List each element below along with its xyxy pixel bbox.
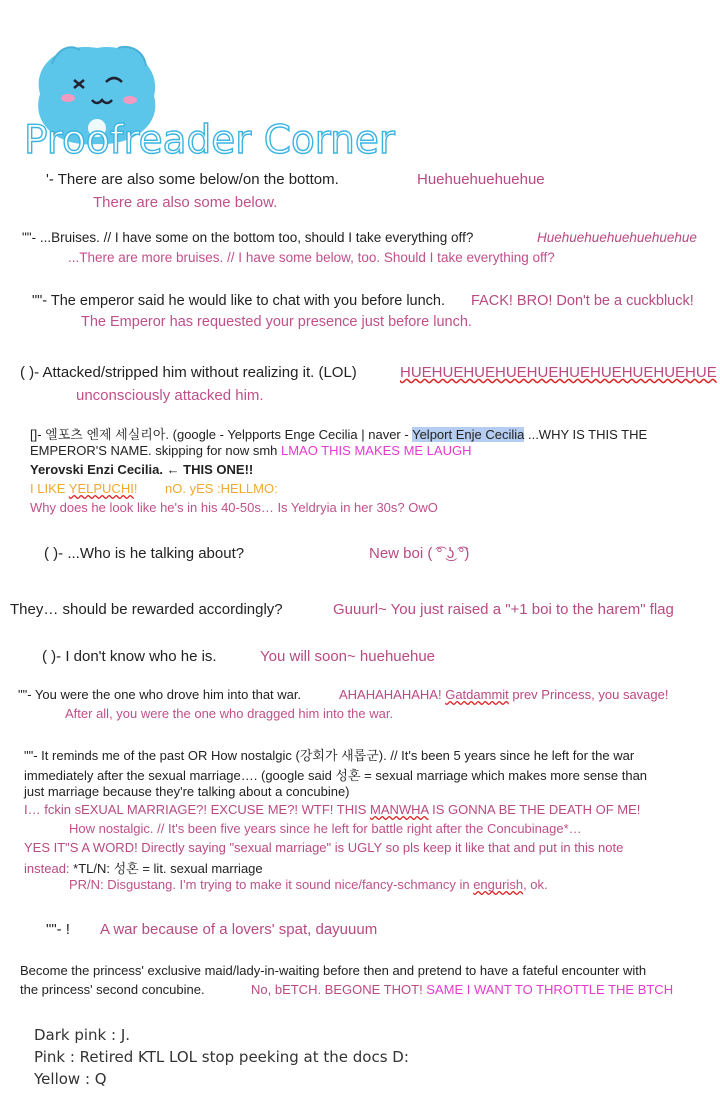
entry-5-line-1 — [30, 424, 647, 443]
entry-10-line-7-b: *TL/N: 성혼 = lit. sexual marriage — [73, 861, 263, 876]
entry-11-comment: A war because of a lovers' spat, dayuuum — [100, 921, 378, 938]
entry-5-line-2-b: LMAO THIS MAKES ME LAUGH — [281, 443, 472, 458]
entry-5-line-2-a: EMPEROR'S NAME. skipping for now smh — [30, 443, 281, 458]
entry-7-original: They… should be rewarded accordingly? — [10, 601, 283, 618]
entry-4-original: ( )- Attacked/stripped him without realizing it. (LOL) — [20, 364, 357, 381]
entry-10-line-7-a: instead: — [24, 861, 74, 876]
entry-10-line-2: immediately after the sexual marriage…. (google said 성혼 = sexual marriage which makes more sense than — [24, 768, 648, 783]
entry-1-translation: There are also some below. — [93, 194, 278, 211]
entry-9-comment-b: prev Princess, you savage! — [508, 687, 669, 702]
entry-10-line-3: just marriage because they're talking about a concubine) — [24, 784, 350, 799]
entry-5-line-5: Why does he look like he's in his 40-50s… Is Yeldryia in her 30s? OwO — [30, 500, 438, 515]
entry-9-translation: After all, you were the one who dragged him into the war. — [65, 706, 394, 721]
entry-3-translation: The Emperor has requested your presence just before lunch. — [81, 314, 472, 330]
entry-9-original: ""- You were the one who drove him into that war. — [18, 687, 302, 702]
legend-dark-pink: Dark pink : J. — [34, 1026, 131, 1044]
entry-12-line-2-comment — [251, 982, 673, 997]
page-title: Proofreader Corner — [24, 118, 395, 163]
entry-10-line-8-a: PR/N: Disgustang. I'm trying to make it sound nice/fancy-schmancy in — [69, 877, 474, 892]
entry-7-comment: Guuurl~ You just raised a "+1 boi to the harem" flag — [333, 601, 674, 618]
entry-10-line-4 — [24, 802, 640, 817]
entry-9-comment-w: Gatdammit — [445, 687, 509, 702]
entry-9-comment-a: AHAHAHAHAHA! — [339, 687, 446, 702]
entry-12-line-2: the princess' second concubine. — [20, 982, 205, 997]
entry-12-line-2-b: No, bETCH. BEGONE THOT! — [251, 982, 427, 997]
entry-10-line-4-b: IS GONNA BE THE DEATH OF ME! — [428, 802, 641, 817]
entry-10-line-5: How nostalgic. // It's been five years since he left for battle right after the Concubinage*… — [69, 821, 582, 836]
entry-8-comment: You will soon~ huehuehue — [260, 648, 436, 665]
entry-2-original: ""- ...Bruises. // I have some on the bottom too, should I take everything off? — [22, 230, 474, 245]
entry-10-line-1: ""- It reminds me of the past OR How nostalgic (강회가 새롭군). // It's been 5 years since he left for the war — [24, 748, 635, 763]
entry-10-line-4-a: I… fckin sEXUAL MARRIAGE?! EXCUSE ME?! WTF! THIS — [24, 802, 371, 817]
entry-2-comment: Huehuehuehuehuehuehue — [537, 230, 697, 245]
entry-10-line-8 — [69, 877, 548, 892]
entry-6-original: ( )- ...Who is he talking about? — [44, 545, 245, 562]
entry-10-line-8-b: , ok. — [523, 877, 548, 892]
entry-12-line-2-c: SAME I WANT TO THROTTLE THE BTCH — [426, 982, 674, 997]
entry-5-line-1-a: []- 엘포츠 엔제 세실리아. (google - Yelpports Enge Cecilia | naver - — [30, 427, 413, 442]
entry-10-line-8-w: engurish — [473, 877, 524, 892]
entry-5-line-2 — [30, 443, 471, 458]
entry-6-comment: New boi ( ͡° ͜ʖ ͡°) — [369, 545, 470, 562]
entry-10-line-4-w: MANWHA — [370, 802, 429, 817]
entry-5-line-4-w: YELPUCHI — [68, 481, 134, 496]
entry-5-line-4 — [30, 481, 137, 496]
entry-12-line-1: Become the princess' exclusive maid/lady-in-waiting before then and pretend to have a fateful encounter with — [20, 963, 647, 978]
entry-4-translation: unconsciously attacked him. — [76, 387, 264, 404]
entry-1-original: '- There are also some below/on the bottom. — [46, 171, 339, 188]
entry-5-line-1-b: ...WHY IS THIS THE — [524, 427, 648, 442]
entry-2-translation: ...There are more bruises. // I have some below, too. Should I take everything off? — [68, 250, 555, 265]
entry-9-comment — [339, 687, 668, 702]
entry-10-line-6: YES IT"S A WORD! Directly saying "sexual marriage" is UGLY so pls keep it like that and put in this note — [24, 840, 624, 855]
entry-5-line-4-b: ! — [133, 481, 138, 496]
entry-5-highlight: Yelport Enje Cecilia — [412, 427, 525, 442]
entry-8-original: ( )- I don't know who he is. — [42, 648, 217, 665]
legend-pink: Pink : Retired KTL LOL stop peeking at the docs D: — [34, 1048, 409, 1066]
entry-5-line-3: Yerovski Enzi Cecilia. ← THIS ONE!! — [30, 462, 254, 477]
entry-1-comment: Huehuehuehuehue — [417, 171, 545, 188]
entry-5-line-4-a: I LIKE — [30, 481, 69, 496]
entry-5-line-4-c: nO. yES :HELLMO: — [165, 481, 278, 496]
entry-3-original: ""- The emperor said he would like to chat with you before lunch. — [32, 293, 446, 309]
entry-11-original: ""- ! — [46, 921, 70, 938]
entry-10-line-7 — [24, 858, 263, 877]
entry-4-comment: HUEHUEHUEHUEHUEHUEHUEHUEHUEHUE — [400, 364, 717, 381]
entry-3-comment: FACK! BRO! Don't be a cuckbluck! — [471, 293, 694, 309]
legend-yellow: Yellow : Q — [34, 1070, 107, 1088]
